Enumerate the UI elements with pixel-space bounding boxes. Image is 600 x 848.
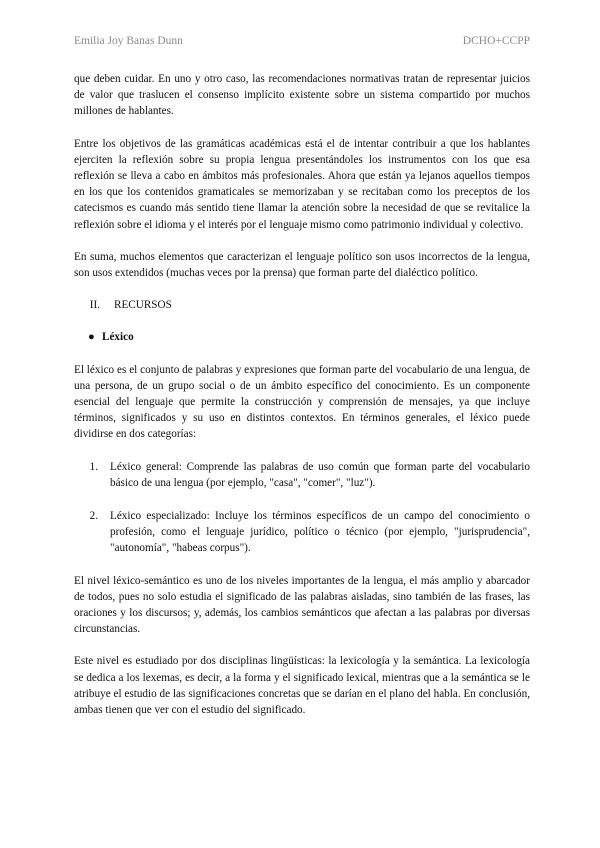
paragraph: que deben cuidar. En uno y otro caso, las recomendaciones normativas tratan de representar juicios de valor que traslucen el consenso implícito existente sobre un sistema compartido por muchos millones de hablantes. <box>74 73 530 118</box>
paragraph: El nivel léxico-semántico es uno de los niveles importantes de la lengua, el más amplio y abarcador de todos, pues no solo estudia el significado de las palabras aisladas, sino también de las frases, las oraciones y los discursos; y, además, los cambios semánticos que afectan a las palabras por diversas circunstancias. <box>74 574 530 636</box>
page-header <box>74 35 530 47</box>
bullet-icon: ● <box>88 331 95 344</box>
paragraph: Este nivel es estudiado por dos disciplinas lingüísticas: la lexicología y la semántica. La lexicología se dedica a los lexemas, es decir, a la forma y el significado lexical, mientras que a la semántica se le atribuye el estudio de las significaciones concretas que se darían en el plano del habla. En conclusión, ambas tienen que ver con el estudio del significado. <box>74 655 530 717</box>
list-item-number: 1. <box>89 460 98 473</box>
paragraph: En suma, muchos elementos que caracterizan el lenguaje político son usos incorrectos de la lengua, son usos extendidos (muchas veces por la prensa) que forman parte del dialéctico político. <box>74 250 530 280</box>
section-number: II. <box>89 299 100 312</box>
list-item <box>74 508 530 557</box>
paragraph: Entre los objetivos de las gramáticas académicas está el de intentar contribuir a que los hablantes ejerciten la reflexión sobre su propia lengua presentándoles los instrumentos con los que esa reflexión se lleva a cabo en ámbitos más profesionales. Ahora que están ya lejanos aquellos tiempos en los que los contenidos gramaticales se memorizaban y se recitaban como los preceptos de los catecismos es cuando más sentido tiene llamar la atención sobre la necesidad de que se revitalice la reflexión sobre el idioma y el interés por el lenguaje mismo como patrimonio individual y colectivo. <box>74 137 530 231</box>
list-item-text: Léxico general: Comprende las palabras de uso común que forman parte del vocabulario básico de una lengua (por ejemplo, "casa", "comer", "luz"). <box>110 460 530 489</box>
subsection-heading <box>88 329 530 345</box>
section-heading <box>74 297 530 313</box>
header-course: DCHO+CCPP <box>462 35 530 47</box>
paragraph: El léxico es el conjunto de palabras y expresiones que forman parte del vocabulario de una lengua, de una persona, de un grupo social o de un ámbito específico del conocimiento. Es un componente esencial del lenguaje que permite la construcción y comprensión de mensajes, ya que incluye términos, significados y su uso en distintos contextos. En términos generales, el léxico puede dividirse en dos categorías: <box>74 363 530 441</box>
category-list <box>74 459 530 557</box>
list-item-text: Léxico especializado: Incluye los términos específicos de un campo del conocimiento o profesión, como el lenguaje jurídico, político o técnico (por ejemplo, "jurisprudencia", "autonomía", "habeas corpus"). <box>110 510 530 555</box>
list-item-number: 2. <box>89 510 98 523</box>
list-item <box>74 459 530 491</box>
header-author: Emilia Joy Banas Dunn <box>74 35 183 47</box>
subsection-title: Léxico <box>102 331 134 344</box>
section-title: RECURSOS <box>114 299 172 312</box>
document-body <box>74 71 530 734</box>
